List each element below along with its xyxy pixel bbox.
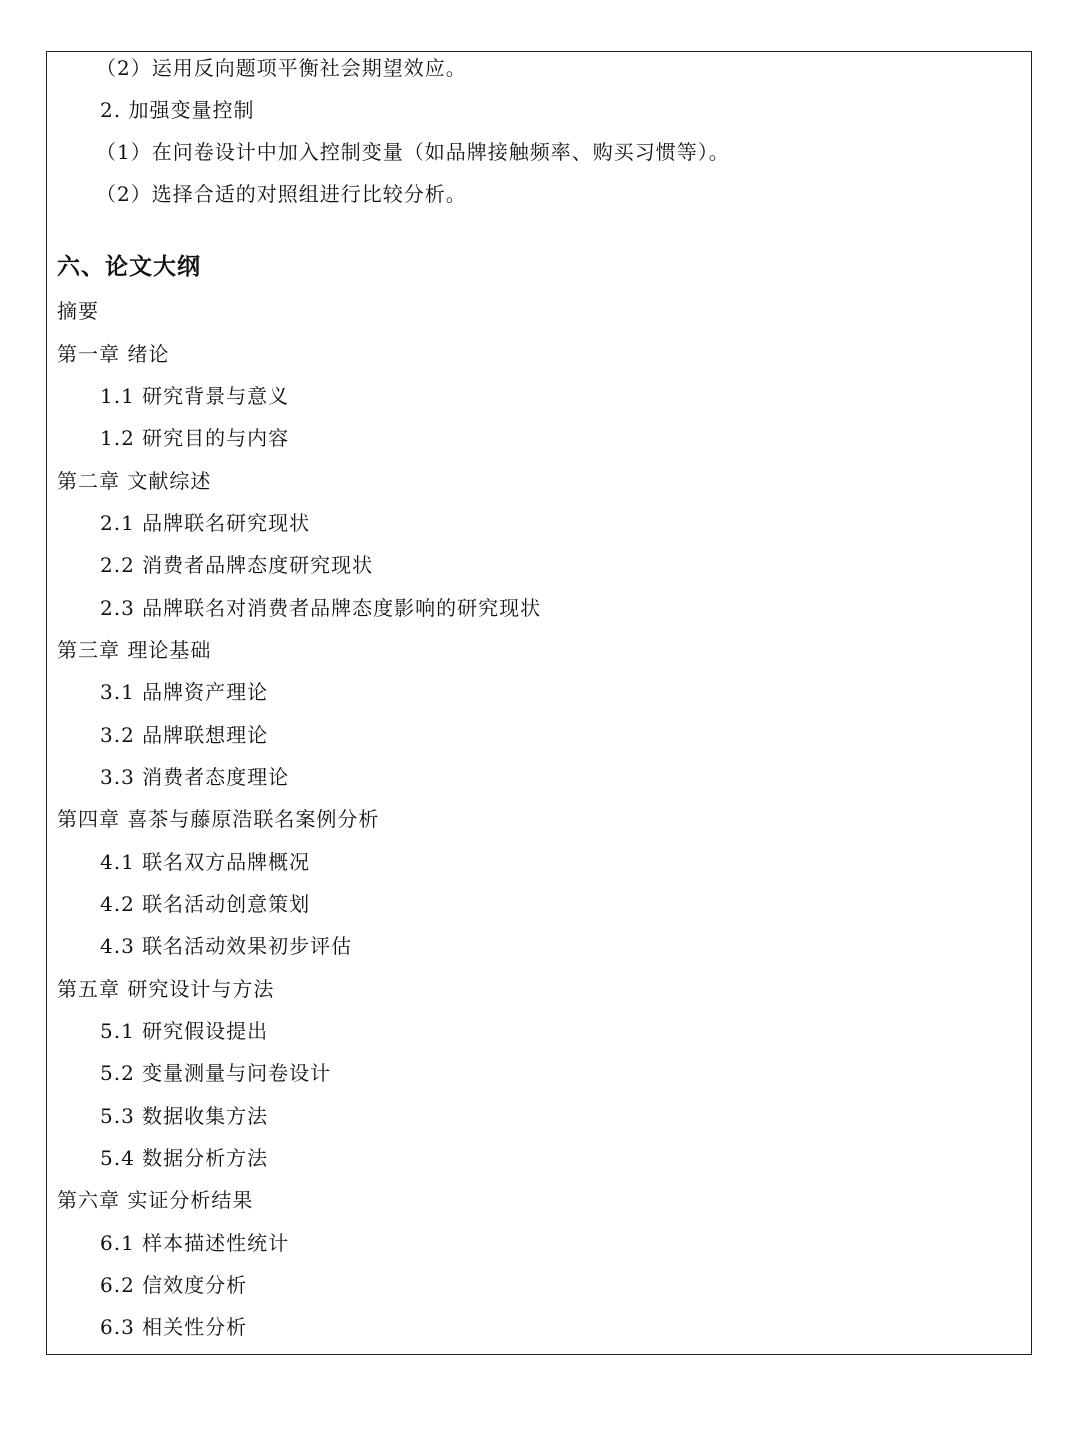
intro-line: （2）运用反向题项平衡社会期望效应。 [96, 56, 467, 80]
outline-item: 摘要 [57, 299, 99, 323]
outline-chapter: 第五章 研究设计与方法 [57, 977, 275, 1001]
outline-chapter: 第一章 绪论 [57, 342, 170, 366]
outline-subsection: 2.3 品牌联名对消费者品牌态度影响的研究现状 [100, 596, 542, 620]
outline-subsection: 3.3 消费者态度理论 [100, 765, 290, 789]
outline-subsection: 6.1 样本描述性统计 [100, 1231, 290, 1255]
outline-subsection: 2.2 消费者品牌态度研究现状 [100, 553, 374, 577]
outline-subsection: 5.4 数据分析方法 [100, 1146, 269, 1170]
intro-line: （2）选择合适的对照组进行比较分析。 [96, 182, 467, 206]
intro-line: （1）在问卷设计中加入控制变量（如品牌接触频率、购买习惯等）。 [96, 140, 730, 164]
outline-subsection: 3.2 品牌联想理论 [100, 723, 269, 747]
outline-subsection: 4.3 联名活动效果初步评估 [100, 934, 353, 958]
outline-subsection: 4.1 联名双方品牌概况 [100, 850, 311, 874]
outline-subsection: 3.1 品牌资产理论 [100, 680, 269, 704]
outline-subsection: 2.1 品牌联名研究现状 [100, 511, 311, 535]
outline-subsection: 5.1 研究假设提出 [100, 1019, 269, 1043]
outline-subsection: 1.1 研究背景与意义 [100, 384, 290, 408]
outline-chapter: 第六章 实证分析结果 [57, 1188, 254, 1212]
intro-line: 2. 加强变量控制 [100, 98, 255, 122]
outline-subsection: 4.2 联名活动创意策划 [100, 892, 311, 916]
outline-subsection: 6.2 信效度分析 [100, 1273, 248, 1297]
outline-chapter: 第四章 喜茶与藤原浩联名案例分析 [57, 807, 380, 831]
outline-chapter: 第三章 理论基础 [57, 638, 212, 662]
outline-subsection: 1.2 研究目的与内容 [100, 426, 290, 450]
outline-chapter: 第二章 文献综述 [57, 469, 212, 493]
outline-subsection: 6.3 相关性分析 [100, 1315, 248, 1339]
outline-subsection: 5.2 变量测量与问卷设计 [100, 1061, 332, 1085]
section-heading: 六、论文大纲 [57, 254, 201, 280]
outline-subsection: 5.3 数据收集方法 [100, 1104, 269, 1128]
